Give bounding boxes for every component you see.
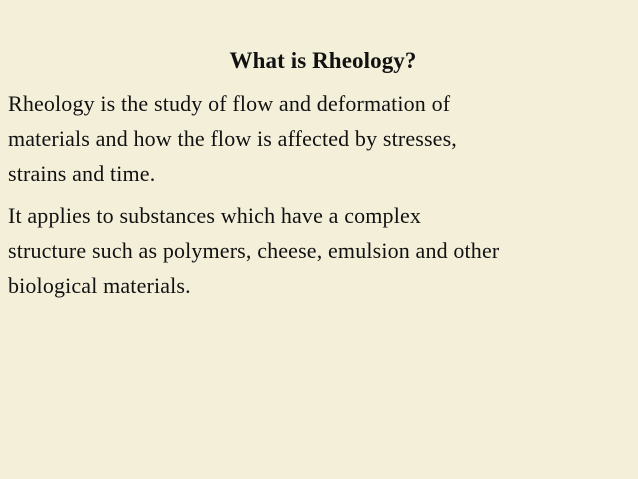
paragraph-applications: It applies to substances which have a complex structure such as polymers, cheese, emulsion and other biological materials. — [8, 203, 500, 298]
slide-title: What is Rheology? — [229, 48, 417, 73]
paragraph-definition: Rheology is the study of flow and deformation of materials and how the flow is affected by stresses, strains and time. — [8, 91, 457, 186]
